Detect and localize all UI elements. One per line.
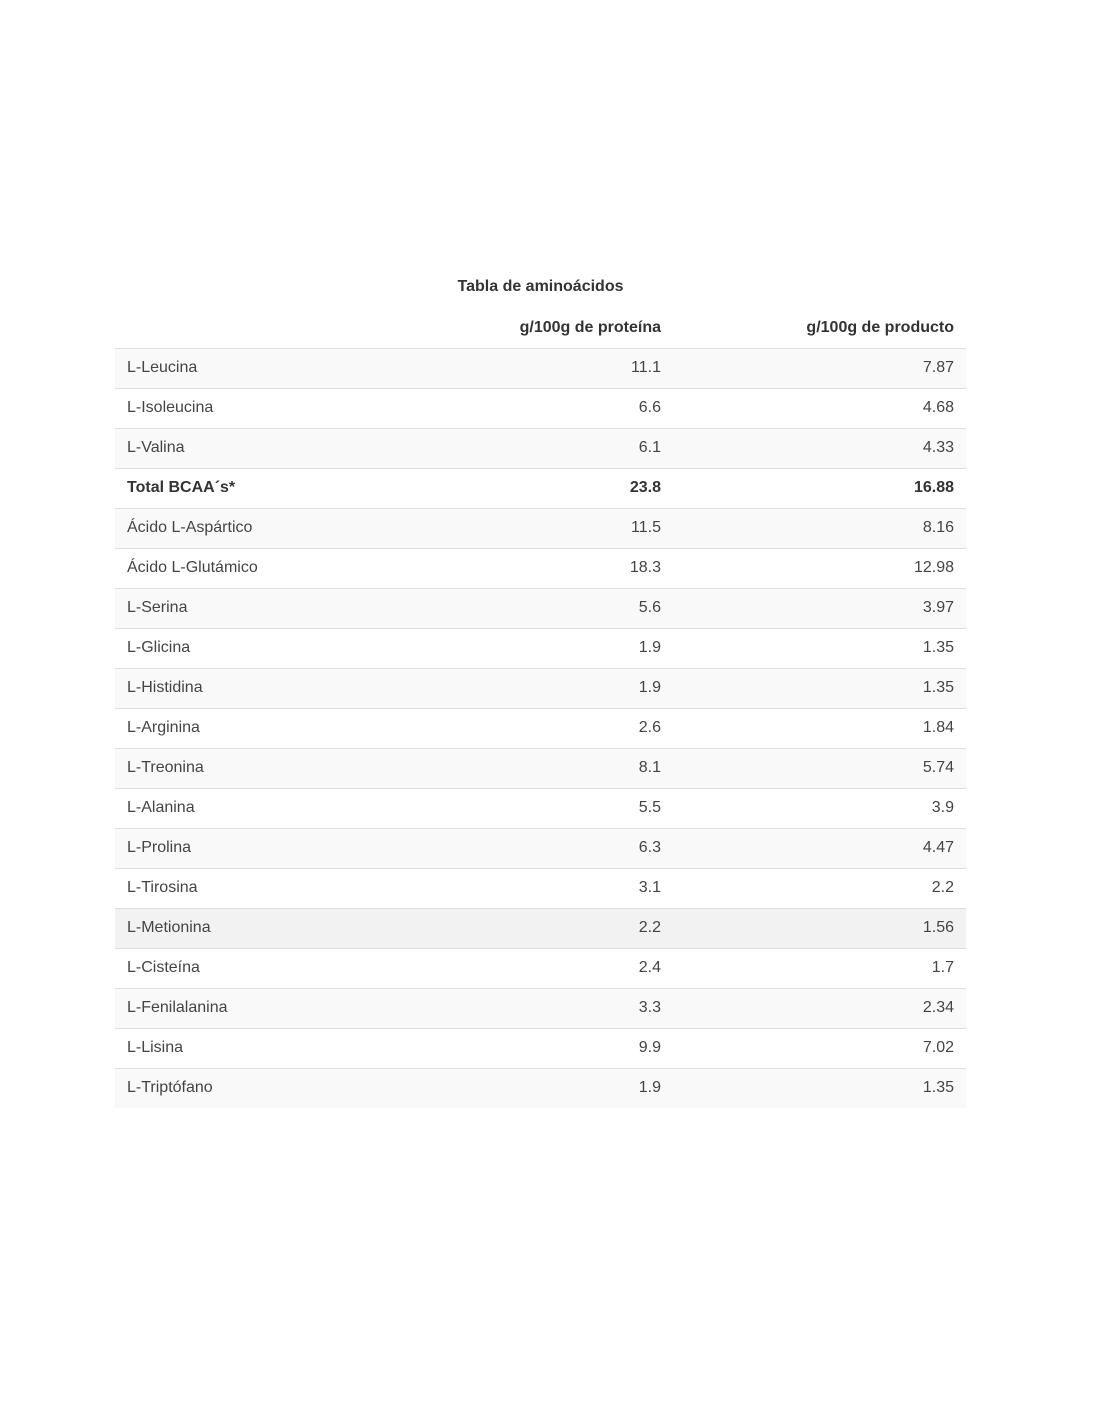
- cell-name: Total BCAA´s*: [115, 468, 421, 508]
- table-row: [115, 348, 966, 388]
- cell-name: L-Leucina: [115, 348, 421, 388]
- table-row: [115, 468, 966, 508]
- cell-product-value: 4.68: [673, 388, 966, 428]
- amino-acid-table-container: [115, 266, 966, 1108]
- cell-product-value: 1.84: [673, 708, 966, 748]
- cell-product-value: 1.35: [673, 668, 966, 708]
- cell-name: L-Tirosina: [115, 868, 421, 908]
- cell-protein-value: 6.6: [421, 388, 673, 428]
- cell-product-value: 5.74: [673, 748, 966, 788]
- cell-product-value: 1.56: [673, 908, 966, 948]
- table-row: [115, 628, 966, 668]
- cell-protein-value: 2.6: [421, 708, 673, 748]
- cell-product-value: 1.35: [673, 628, 966, 668]
- table-header: [115, 308, 966, 348]
- cell-protein-value: 1.9: [421, 668, 673, 708]
- cell-name: L-Arginina: [115, 708, 421, 748]
- cell-protein-value: 8.1: [421, 748, 673, 788]
- cell-name: L-Alanina: [115, 788, 421, 828]
- cell-product-value: 1.35: [673, 1068, 966, 1108]
- cell-protein-value: 11.5: [421, 508, 673, 548]
- cell-protein-value: 1.9: [421, 628, 673, 668]
- table-row: [115, 988, 966, 1028]
- cell-product-value: 4.47: [673, 828, 966, 868]
- cell-name: L-Treonina: [115, 748, 421, 788]
- table-row: [115, 788, 966, 828]
- cell-product-value: 16.88: [673, 468, 966, 508]
- cell-product-value: 7.87: [673, 348, 966, 388]
- cell-protein-value: 6.3: [421, 828, 673, 868]
- cell-name: L-Isoleucina: [115, 388, 421, 428]
- table-row: [115, 588, 966, 628]
- cell-product-value: 12.98: [673, 548, 966, 588]
- table-body: [115, 348, 966, 1108]
- amino-acid-table: [115, 308, 966, 1108]
- table-row: [115, 748, 966, 788]
- cell-name: L-Metionina: [115, 908, 421, 948]
- header-name: [115, 308, 421, 348]
- cell-protein-value: 2.2: [421, 908, 673, 948]
- cell-product-value: 4.33: [673, 428, 966, 468]
- table-row: [115, 868, 966, 908]
- cell-name: L-Valina: [115, 428, 421, 468]
- cell-name: L-Prolina: [115, 828, 421, 868]
- cell-protein-value: 3.1: [421, 868, 673, 908]
- table-row: [115, 1068, 966, 1108]
- cell-name: L-Glicina: [115, 628, 421, 668]
- cell-protein-value: 6.1: [421, 428, 673, 468]
- cell-name: Ácido L-Glutámico: [115, 548, 421, 588]
- cell-protein-value: 9.9: [421, 1028, 673, 1068]
- cell-name: L-Cisteína: [115, 948, 421, 988]
- table-row: [115, 508, 966, 548]
- table-row: [115, 548, 966, 588]
- table-row: [115, 708, 966, 748]
- cell-name: L-Lisina: [115, 1028, 421, 1068]
- table-row: [115, 388, 966, 428]
- table-row: [115, 908, 966, 948]
- cell-product-value: 3.9: [673, 788, 966, 828]
- cell-protein-value: 1.9: [421, 1068, 673, 1108]
- table-row: [115, 428, 966, 468]
- cell-name: L-Histidina: [115, 668, 421, 708]
- cell-protein-value: 23.8: [421, 468, 673, 508]
- header-protein: g/100g de proteína: [421, 308, 673, 348]
- table-row: [115, 668, 966, 708]
- header-row: [115, 308, 966, 348]
- cell-product-value: 1.7: [673, 948, 966, 988]
- table-row: [115, 948, 966, 988]
- cell-protein-value: 18.3: [421, 548, 673, 588]
- table-row: [115, 1028, 966, 1068]
- cell-product-value: 3.97: [673, 588, 966, 628]
- header-product: g/100g de producto: [673, 308, 966, 348]
- cell-protein-value: 5.6: [421, 588, 673, 628]
- cell-name: L-Fenilalanina: [115, 988, 421, 1028]
- cell-protein-value: 5.5: [421, 788, 673, 828]
- cell-product-value: 2.2: [673, 868, 966, 908]
- cell-product-value: 2.34: [673, 988, 966, 1028]
- cell-name: Ácido L-Aspártico: [115, 508, 421, 548]
- cell-product-value: 8.16: [673, 508, 966, 548]
- cell-name: L-Serina: [115, 588, 421, 628]
- cell-protein-value: 11.1: [421, 348, 673, 388]
- cell-product-value: 7.02: [673, 1028, 966, 1068]
- table-title: Tabla de aminoácidos: [457, 278, 624, 295]
- cell-protein-value: 3.3: [421, 988, 673, 1028]
- cell-name: L-Triptófano: [115, 1068, 421, 1108]
- table-row: [115, 828, 966, 868]
- cell-protein-value: 2.4: [421, 948, 673, 988]
